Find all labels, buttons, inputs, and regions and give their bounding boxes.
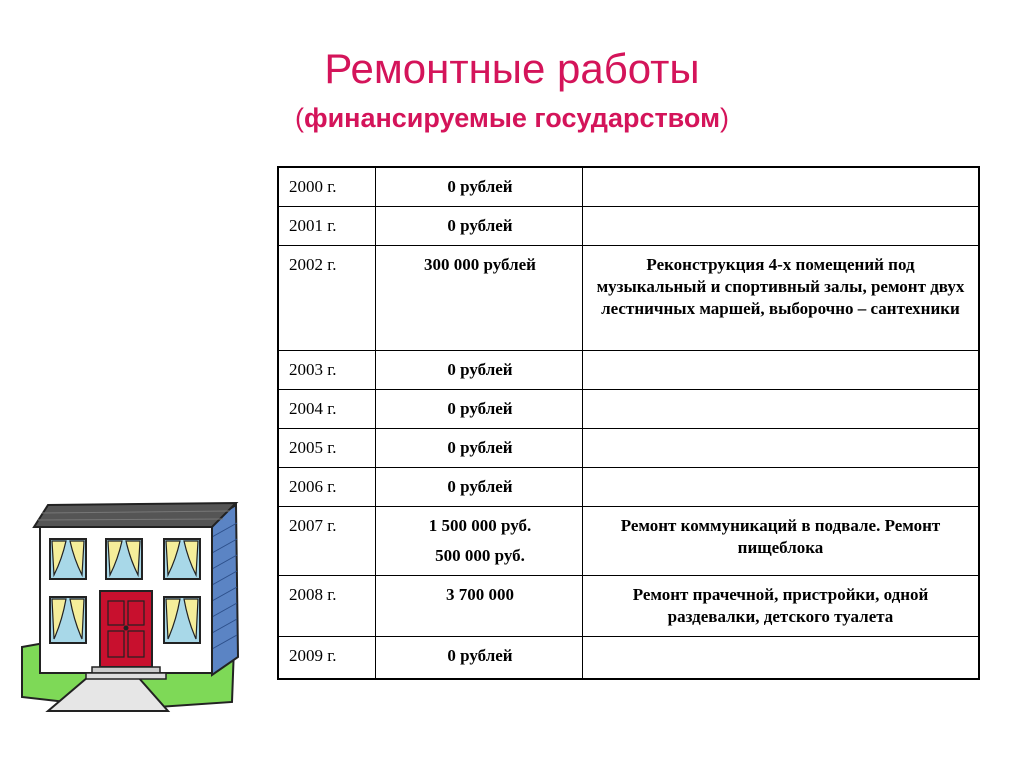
subtitle-close-paren: ) xyxy=(720,103,730,133)
amount-line-2: 500 000 руб. xyxy=(435,546,525,565)
description-cell: Реконструкция 4-х помещений под музыкальный и спортивный залы, ремонт двух лестничных маршей, выборочно – сантехники xyxy=(583,246,980,351)
description-cell: Ремонт коммуникаций в подвале. Ремонт пищеблока xyxy=(583,507,980,576)
amount-cell: 0 рублей xyxy=(376,207,583,246)
year-cell: 2007 г. xyxy=(278,507,376,576)
table-row xyxy=(278,351,979,390)
year-cell: 2002 г. xyxy=(278,246,376,351)
description-cell xyxy=(583,390,980,429)
description-cell xyxy=(583,637,980,680)
house-icon xyxy=(18,497,240,719)
year-cell: 2000 г. xyxy=(278,167,376,207)
amount-cell: 0 рублей xyxy=(376,429,583,468)
table-row xyxy=(278,576,979,637)
year-cell: 2005 г. xyxy=(278,429,376,468)
amount-cell xyxy=(376,507,583,576)
subtitle-text: финансируемые государством xyxy=(303,103,721,133)
amount-cell: 0 рублей xyxy=(376,390,583,429)
slide-title: Ремонтные работы xyxy=(324,45,700,92)
amount-cell: 0 рублей xyxy=(376,167,583,207)
table-row xyxy=(278,429,979,468)
description-cell: Ремонт прачечной, пристройки, одной раздевалки, детского туалета xyxy=(583,576,980,637)
table-row xyxy=(278,246,979,351)
table-row xyxy=(278,207,979,246)
table-row xyxy=(278,507,979,576)
year-cell: 2003 г. xyxy=(278,351,376,390)
amount-line-1: 1 500 000 руб. xyxy=(428,516,532,535)
subtitle-open-paren: ( xyxy=(294,103,304,133)
amount-cell: 3 700 000 xyxy=(376,576,583,637)
description-cell xyxy=(583,207,980,246)
description-cell xyxy=(583,351,980,390)
year-cell: 2004 г. xyxy=(278,390,376,429)
table-row xyxy=(278,637,979,680)
amount-cell: 0 рублей xyxy=(376,351,583,390)
year-cell: 2006 г. xyxy=(278,468,376,507)
table-row xyxy=(278,390,979,429)
description-cell xyxy=(583,429,980,468)
description-cell xyxy=(583,167,980,207)
amount-cell: 0 рублей xyxy=(376,637,583,680)
table-row xyxy=(278,468,979,507)
description-cell xyxy=(583,468,980,507)
amount-cell: 0 рублей xyxy=(376,468,583,507)
amount-cell: 300 000 рублей xyxy=(376,246,583,351)
year-cell: 2009 г. xyxy=(278,637,376,680)
slide-subtitle xyxy=(0,98,1024,138)
table-row xyxy=(278,167,979,207)
year-cell: 2001 г. xyxy=(278,207,376,246)
funding-table xyxy=(277,166,980,680)
year-cell: 2008 г. xyxy=(278,576,376,637)
